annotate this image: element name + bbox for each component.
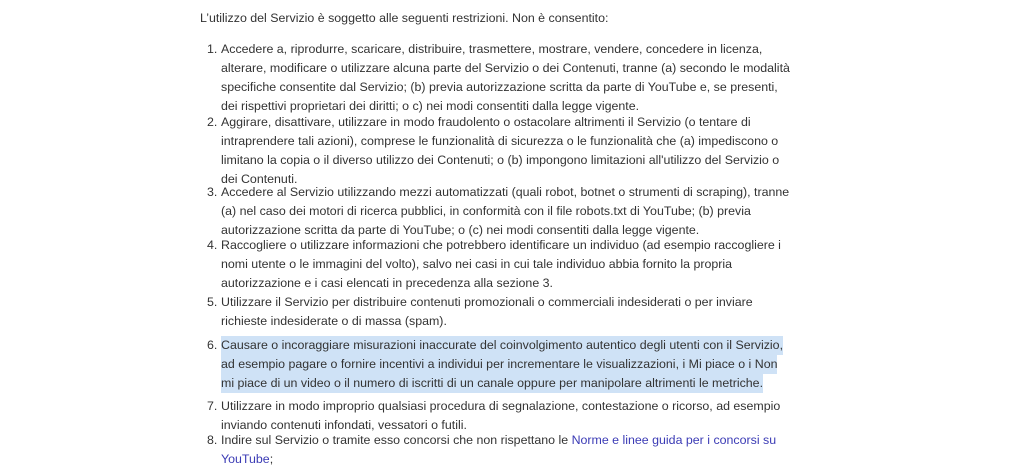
list-number: 5. [207, 295, 218, 309]
list-item-line: richieste indesiderate o di massa (spam). [221, 314, 447, 328]
list-item-line [221, 450, 273, 469]
selected-text-line[interactable]: ad esempio pagare o fornire incentivi a individui per incrementare le visualizzazioni, i Mi piace o i Non [221, 355, 777, 374]
list-number: 4. [207, 238, 218, 252]
list-item-text: Indire sul Servizio o tramite esso concorsi che non rispettano le [221, 433, 572, 447]
list-item-text: ; [269, 452, 274, 466]
list-item-line: autorizzazione scritta da parte di YouTube; o (c) nei modi consentiti dalla legge vigente. [221, 223, 700, 237]
list-item-line: Utilizzare in modo improprio qualsiasi procedura di segnalazione, contestazione o ricorso, ad esempio [221, 399, 781, 413]
list-item-line: Aggirare, disattivare, utilizzare in modo fraudolento o ostacolare altrimenti il Servizio (o tentare di [221, 115, 751, 129]
list-number: 3. [207, 185, 218, 199]
list-number: 2. [207, 115, 218, 129]
selected-text-line[interactable]: mi piace di un video o il numero di iscritti di un canale oppure per manipolare altrimenti le metriche. [221, 374, 763, 393]
list-number: 7. [207, 399, 218, 413]
list-item-line: specifiche consentite dal Servizio; (b) previa autorizzazione scritta da parte di YouTube e, se presenti, [221, 80, 778, 94]
contest-guidelines-link[interactable]: Norme e linee guida per i concorsi su [571, 433, 777, 447]
list-item-line: (a) nel caso dei motori di ricerca pubblici, in conformità con il file robots.txt di YouTube; (b) previa [221, 204, 751, 218]
list-item-line: autorizzazione e i casi elencati in precedenza alla sezione 3. [221, 276, 553, 290]
list-item-line: dei Contenuti. [221, 172, 298, 186]
list-item-line: limitano la copia o il diverso utilizzo dei Contenuti; o (b) impongono limitazioni all'utilizzo del Servizio o [221, 153, 780, 167]
list-item-line: Accedere a, riprodurre, scaricare, distribuire, trasmettere, mostrare, vendere, concedere in licenza, [221, 42, 763, 56]
list-item-line: alterare, modificare o utilizzare alcuna parte del Servizio o dei Contenuti, tranne (a) secondo le modalità [221, 61, 790, 75]
list-number: 8. [207, 433, 218, 447]
list-item-line: dei rispettivi proprietari dei diritti; o c) nei modi consentiti dalla legge vigente. [221, 99, 640, 113]
contest-guidelines-link-continued[interactable]: YouTube [221, 452, 270, 466]
list-item-line: Accedere al Servizio utilizzando mezzi automatizzati (quali robot, botnet o strumenti di scraping), tranne [221, 185, 790, 199]
list-item-line: Raccogliere o utilizzare informazioni che potrebbero identificare un individuo (ad esempio raccogliere i [221, 238, 781, 252]
list-number: 1. [207, 42, 218, 56]
selected-text-line[interactable]: Causare o incoraggiare misurazioni inaccurate del coinvolgimento autentico degli utenti con il Servizio, [221, 336, 783, 355]
list-number: 6. [207, 338, 218, 352]
list-item-line: Utilizzare il Servizio per distribuire contenuti promozionali o commerciali indesiderati o per inviare [221, 295, 753, 309]
restrictions-intro: L’utilizzo del Servizio è soggetto alle seguenti restrizioni. Non è consentito: [200, 11, 609, 25]
list-item-line: nomi utente o le immagini del volto), salvo nei casi in cui tale individuo abbia fornito la propria [221, 257, 733, 271]
list-item-line: intraprendere tali azioni), comprese le funzionalità di sicurezza o le funzionalità che (a) impediscono o [221, 134, 779, 148]
list-item-line [221, 431, 776, 450]
list-item-line: inviando contenuti infondati, vessatori o futili. [221, 418, 467, 432]
